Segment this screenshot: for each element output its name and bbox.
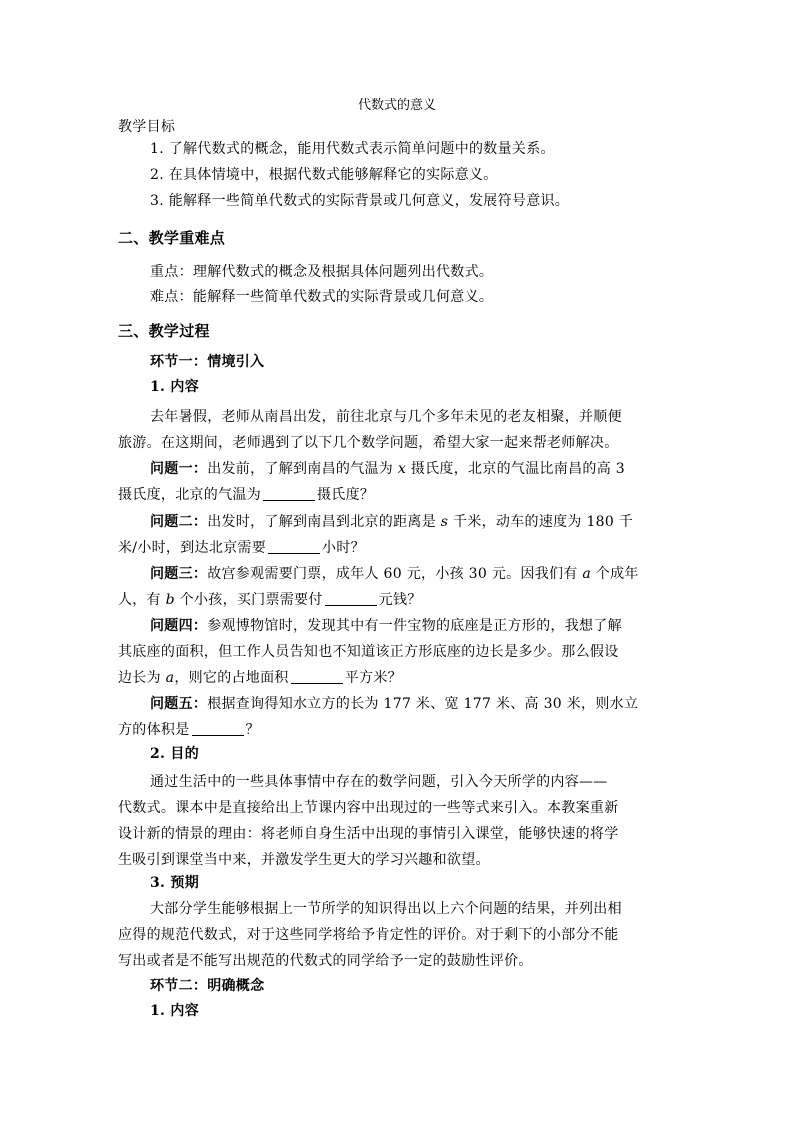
question-5-text: ？ [245, 722, 260, 738]
answer-blank [192, 721, 244, 736]
step2-heading: 环节二：明确概念 [150, 978, 265, 994]
question-4-label: 问题四： [150, 618, 208, 634]
answer-blank [263, 486, 315, 501]
variable-s: s [440, 514, 449, 530]
goal-item: 1. 了解代数式的概念，能用代数式表示简单问题中的数量关系。 [150, 141, 555, 157]
question-5-text: 根据查询得知水立方的长为 177 米、宽 177 米、高 30 米，则水立 [207, 696, 639, 712]
expectation-paragraph-line: 大部分学生能够根据上一节所学的知识得出以上六个问题的结果，并列出相 [150, 901, 622, 917]
question-4-line: 其底座的面积，但工作人员告知也不知道该正方形底座的边长是多少。那么假设 [118, 644, 619, 660]
question-3-text: 个小孩，买门票需要付 [174, 592, 323, 608]
question-4-line [118, 667, 402, 689]
question-2-text: 小时？ [322, 540, 365, 556]
question-1-text: 摄氏度，北京的气温比南昌的高 3 [406, 461, 625, 477]
question-1-text: 摄氏度，北京的气温为 [118, 487, 261, 503]
purpose-paragraph-line: 设计新的情景的理由：将老师自身生活中出现的事情引入课堂，能够快速的将学 [118, 826, 619, 842]
key-point-text: 重点：理解代数式的概念及根据具体问题列出代数式。 [150, 264, 494, 280]
question-2-line [150, 511, 633, 533]
step1-heading: 环节一：情境引入 [150, 354, 265, 370]
page-title: 代数式的意义 [357, 98, 436, 113]
question-2-text: 出发时，了解到南昌到北京的距离是 [207, 514, 441, 530]
question-2-text: 千米，动车的速度为 180 千 [448, 514, 634, 530]
question-1-line [118, 484, 374, 506]
question-5-line [118, 719, 260, 741]
question-1-line [150, 458, 625, 480]
question-4-text: 参观博物馆时，发现其中有一件宝物的底座是正方形的，我想了解 [207, 618, 622, 634]
purpose-paragraph-line: 通过生活中的一些具体事情中存在的数学问题，引入今天所学的内容—— [150, 774, 608, 790]
question-1-text: 出发前，了解到南昌的气温为 [207, 461, 398, 477]
variable-a: a [165, 670, 175, 686]
goals-heading: 教学目标 [118, 119, 176, 135]
variable-x: x [397, 461, 407, 477]
question-2-text: 米/小时，到达北京需要 [118, 540, 267, 556]
expectation-paragraph-line: 写出或者是不能写出规范的代数式的同学给予一定的鼓励性评价。 [118, 953, 533, 969]
question-3-text: 元钱？ [378, 592, 422, 608]
question-3-text: 人，有 [118, 592, 166, 608]
question-1-label: 问题一： [150, 461, 208, 477]
answer-blank [325, 591, 377, 606]
intro-paragraph-line: 旅游。在这期间，老师遇到了以下几个数学问题，希望大家一起来帮老师解决。 [118, 435, 619, 451]
purpose-heading: 2. 目的 [150, 746, 199, 762]
question-5-line [150, 693, 638, 715]
question-4-text: 平方米？ [344, 670, 402, 686]
purpose-paragraph-line: 代数式。课本中是直接给出上节课内容中出现过的一些等式来引入。本教案重新 [118, 800, 619, 816]
goal-item: 2. 在具体情境中，根据代数式能够解释它的实际意义。 [150, 167, 498, 183]
question-4-text: 边长为 [118, 670, 166, 686]
question-2-label: 问题二： [150, 514, 208, 530]
step1-content-heading: 1. 内容 [150, 379, 199, 395]
answer-blank [268, 539, 320, 554]
expectation-heading: 3. 预期 [150, 875, 199, 891]
question-3-label: 问题三： [150, 566, 208, 582]
difficult-point-text: 难点：能解释一些简单代数式的实际背景或几何意义。 [150, 289, 494, 305]
variable-a: a [582, 566, 592, 582]
intro-paragraph-line: 去年暑假，老师从南昌出发，前往北京与几个多年未见的老友相聚，并顺便 [150, 409, 622, 425]
answer-blank [291, 669, 343, 684]
question-3-text: 故宫参观需要门票，成年人 60 元，小孩 30 元。因我们有 [207, 566, 583, 582]
expectation-paragraph-line: 应得的规范代数式，对于这些同学将给予肯定性的评价。对于剩下的小部分不能 [118, 927, 619, 943]
question-5-text: 方的体积是 [118, 722, 190, 738]
question-2-line [118, 537, 365, 559]
question-3-text: 个成年 [591, 566, 639, 582]
question-4-line [150, 615, 622, 637]
question-3-line [118, 589, 422, 611]
section-heading-key-points: 二、教学重难点 [118, 229, 226, 247]
purpose-paragraph-line: 生吸引到课堂当中来，并激发学生更大的学习兴趣和欲望。 [118, 852, 490, 868]
question-5-label: 问题五： [150, 696, 208, 712]
question-1-text: 摄氏度？ [317, 487, 375, 503]
question-3-line [150, 563, 639, 585]
step2-content-heading: 1. 内容 [150, 1003, 199, 1019]
goal-item: 3. 能解释一些简单代数式的实际背景或几何意义，发展符号意识。 [150, 193, 570, 209]
variable-b: b [165, 592, 175, 608]
section-heading-process: 三、教学过程 [118, 322, 210, 340]
question-4-text: ，则它的占地面积 [174, 670, 289, 686]
